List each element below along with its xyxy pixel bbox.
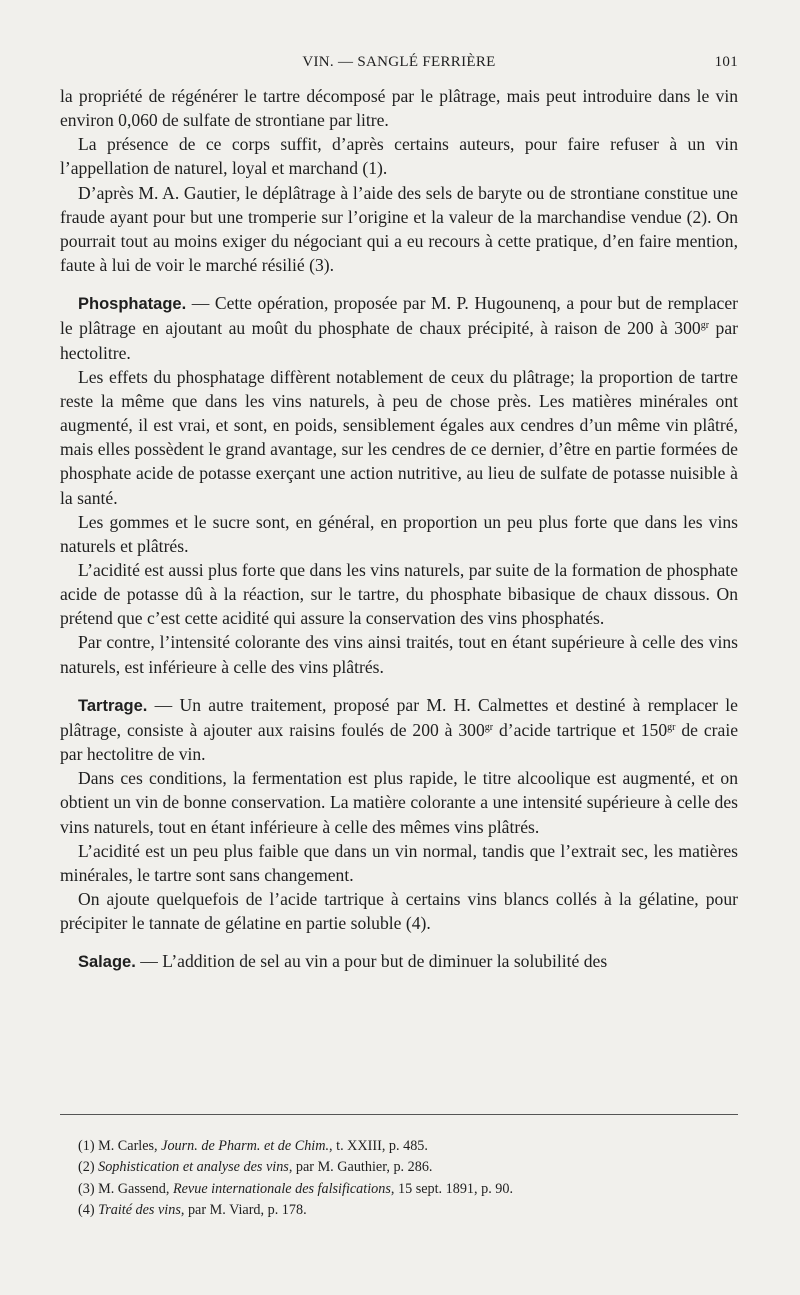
section-salage: Salage. — L’addition de sel au vin a pour but de diminuer la solubilité des xyxy=(78,951,608,972)
paragraph: Les effets du phosphatage diffèrent notablement de ceux du plâtrage; la proportion de tartre reste la même que dans les vins naturels, à peu de chose près. Les matières minérales ont augmenté, il est vrai, et sont, en poids, sensiblement égales aux cendres d’un même vin plâtré, mais elles possèdent le grand avantage, sur les cendres de ce dernier, d’être en partie formées de phosphate acide de potasse exerçant une action nutritive, au lieu de sulfate de potasse nuisible à la santé. xyxy=(60,366,738,508)
section-title: Phosphatage. xyxy=(78,295,187,314)
footnote: (4) Traité des vins, par M. Viard, p. 178. xyxy=(78,1201,307,1218)
paragraph: Par contre, l’intensité colorante des vins ainsi traités, tout en étant supérieure à celle des vins naturels, est inférieure à celle des vins plâtrés. xyxy=(60,632,738,677)
footnote: (1) M. Carles, Journ. de Pharm. et de Chim., t. XXIII, p. 485. xyxy=(78,1138,428,1154)
paragraph: D’après M. A. Gautier, le déplâtrage à l’aide des sels de baryte ou de strontiane constitue une fraude ayant pour but une tromperie sur l’origine et la valeur de la marchandise vendue (2). On pourrait tout au moins exiger du négociant qui a eu recours à cette pratique, d’en faire mention, faute à lui de voir le marché résilié (3). xyxy=(60,182,738,276)
section-title: Tartrage. xyxy=(78,696,148,715)
footnote-divider xyxy=(60,1114,738,1115)
paragraph: L’acidité est aussi plus forte que dans les vins naturels, par suite de la formation de phosphate acide de potasse dû à la réaction, sur le tartre, du phosphate bibasique de chaux dissous. On prétend que c’est cette acidité qui assure la conservation des vins phosphatés. xyxy=(60,559,738,629)
section-phosphatage: Phosphatage. — Cette opération, proposée par M. P. Hugounenq, a pour but de remplacer le plâtrage en ajoutant au moût du phosphate de chaux précipité, à raison de 200 à $300^{gr}$ par hectolitre. xyxy=(60,293,738,363)
running-title: VIN. — SANGLÉ FERRIÈRE xyxy=(302,54,496,70)
section-title: Salage. xyxy=(78,953,136,972)
section-tartrage: Tartrage. — Un autre traitement, proposé par M. H. Calmettes et destiné à remplacer le plâtrage, consiste à ajouter aux raisins foulés de 200 à $300^{gr}$ d’acide tartrique et $150^{gr}$ de craie par hectolitre de vin. xyxy=(60,694,739,765)
paragraph: La présence de ce corps suffit, d’après certains auteurs, pour faire refuser à un vin l’appellation de naturel, loyal et marchand (1). xyxy=(60,134,738,179)
footnote: (2) Sophistication et analyse des vins, par M. Gauthier, p. 286. xyxy=(78,1159,433,1176)
paragraph: Les gommes et le sucre sont, en général, en proportion un peu plus forte que dans les vins naturels et plâtrés. xyxy=(60,511,738,556)
paragraph: la propriété de régénérer le tartre décomposé par le plâtrage, mais peut introduire dans le vin environ 0,060 de sulfate de strontiane par litre. xyxy=(60,86,738,131)
paragraph: Dans ces conditions, la fermentation est plus rapide, le titre alcoolique est augmenté, et on obtient un vin de bonne conservation. La matière colorante a une intensité supérieure à celle des vins naturels, tout en étant inférieure à celle des mêmes vins plâtrés. xyxy=(60,768,738,837)
page-header xyxy=(60,54,738,76)
page-number: 101 xyxy=(714,54,738,70)
paragraph: L’acidité est un peu plus faible que dans un vin normal, tandis que l’extrait sec, les matières minérales, le tartre sont sans changement. xyxy=(60,840,738,885)
footnote: (3) M. Gassend, Revue internationale des falsifications, 15 sept. 1891, p. 90. xyxy=(78,1180,514,1197)
body-text xyxy=(60,84,738,974)
footnotes xyxy=(78,1136,738,1221)
paragraph: On ajoute quelquefois de l’acide tartrique à certains vins blancs collés à la gélatine, pour précipiter le tannate de gélatine en partie soluble (4). xyxy=(60,889,738,934)
